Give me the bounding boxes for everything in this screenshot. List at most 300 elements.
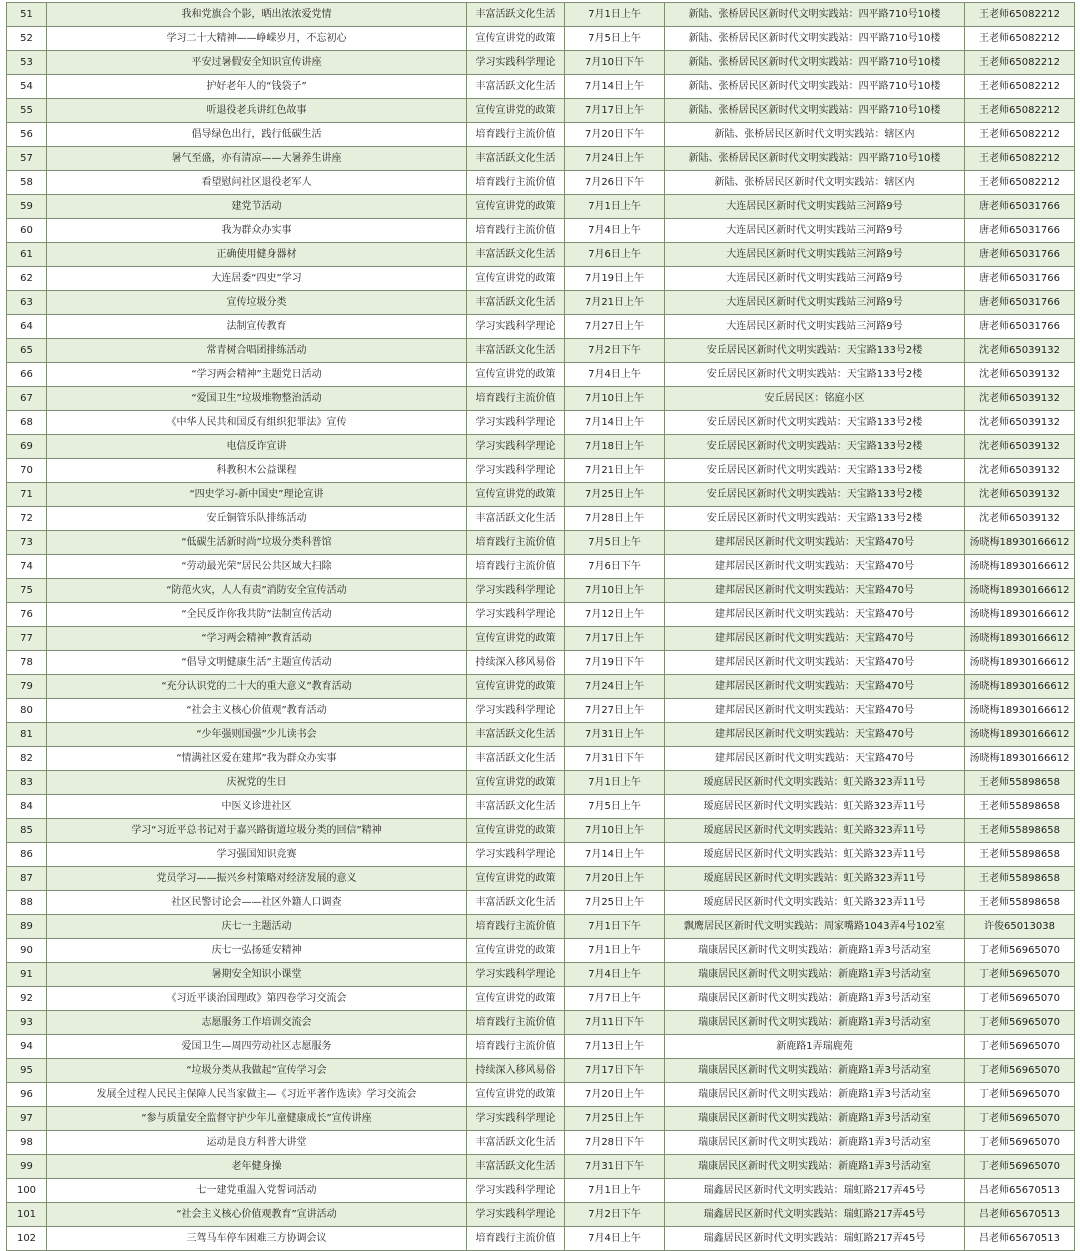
activity-time-cell: 7月6日下午 (565, 555, 665, 579)
activity-title-cell: 中医义诊进社区 (47, 795, 467, 819)
row-number-cell: 56 (7, 123, 47, 147)
row-number-cell: 70 (7, 459, 47, 483)
activity-time-cell: 7月19日下午 (565, 651, 665, 675)
activity-time-cell: 7月1日上午 (565, 1179, 665, 1203)
activity-time-cell: 7月1日下午 (565, 915, 665, 939)
table-row (7, 1227, 1075, 1251)
activity-title-cell: “参与质量安全监督守护少年儿童健康成长”宣传讲座 (47, 1107, 467, 1131)
row-number-cell: 61 (7, 243, 47, 267)
activity-title-cell: “学习两会精神”主题党日活动 (47, 363, 467, 387)
activity-title-cell: 看望慰问社区退役老军人 (47, 171, 467, 195)
activity-location-cell: 瑞康居民区新时代文明实践站：新鹿路1弄3号活动室 (665, 1107, 965, 1131)
activity-title-cell: 我和党旗合个影，晒出浓浓爱党情 (47, 3, 467, 27)
table-row (7, 243, 1075, 267)
row-number-cell: 74 (7, 555, 47, 579)
contact-person-cell: 汤晓梅18930166612 (965, 747, 1075, 771)
row-number-cell: 69 (7, 435, 47, 459)
table-row (7, 915, 1075, 939)
row-number-cell: 88 (7, 891, 47, 915)
activity-schedule-table (6, 2, 1075, 1251)
activity-title-cell: 三驾马车停车困难三方协调会议 (47, 1227, 467, 1251)
activity-location-cell: 瑞康居民区新时代文明实践站：新鹿路1弄3号活动室 (665, 1083, 965, 1107)
table-row (7, 699, 1075, 723)
contact-person-cell: 王老师65082212 (965, 99, 1075, 123)
activity-category-cell: 培育践行主流价值 (467, 555, 565, 579)
activity-category-cell: 学习实践科学理论 (467, 51, 565, 75)
activity-category-cell: 培育践行主流价值 (467, 123, 565, 147)
contact-person-cell: 汤晓梅18930166612 (965, 699, 1075, 723)
row-number-cell: 92 (7, 987, 47, 1011)
contact-person-cell: 王老师55898658 (965, 891, 1075, 915)
contact-person-cell: 汤晓梅18930166612 (965, 627, 1075, 651)
activity-category-cell: 丰富活跃文化生活 (467, 891, 565, 915)
activity-title-cell: 社区民警讨论会——社区外籍人口调查 (47, 891, 467, 915)
contact-person-cell: 王老师65082212 (965, 75, 1075, 99)
activity-title-cell: “垃圾分类从我做起”宣传学习会 (47, 1059, 467, 1083)
activity-time-cell: 7月11日下午 (565, 1011, 665, 1035)
activity-time-cell: 7月1日上午 (565, 939, 665, 963)
contact-person-cell: 唐老师65031766 (965, 243, 1075, 267)
activity-time-cell: 7月4日上午 (565, 1227, 665, 1251)
table-row (7, 771, 1075, 795)
activity-time-cell: 7月26日下午 (565, 171, 665, 195)
contact-person-cell: 沈老师65039132 (965, 507, 1075, 531)
row-number-cell: 91 (7, 963, 47, 987)
table-row (7, 459, 1075, 483)
table-row (7, 99, 1075, 123)
activity-category-cell: 宣传宣讲党的政策 (467, 195, 565, 219)
activity-time-cell: 7月20日下午 (565, 123, 665, 147)
contact-person-cell: 丁老师56965070 (965, 1059, 1075, 1083)
table-row (7, 531, 1075, 555)
activity-time-cell: 7月6日上午 (565, 243, 665, 267)
activity-category-cell: 丰富活跃文化生活 (467, 147, 565, 171)
row-number-cell: 86 (7, 843, 47, 867)
activity-time-cell: 7月5日上午 (565, 531, 665, 555)
activity-location-cell: 新陆、张桥居民区新时代文明实践站：四平路710号10楼 (665, 75, 965, 99)
activity-category-cell: 培育践行主流价值 (467, 219, 565, 243)
activity-title-cell: “充分认识党的二十大的重大意义”教育活动 (47, 675, 467, 699)
table-row (7, 195, 1075, 219)
activity-title-cell: “倡导文明健康生活”主题宣传活动 (47, 651, 467, 675)
activity-title-cell: 庆七一主题活动 (47, 915, 467, 939)
activity-title-cell: “情满社区爱在建邦”我为群众办实事 (47, 747, 467, 771)
activity-time-cell: 7月14日上午 (565, 411, 665, 435)
table-row (7, 819, 1075, 843)
activity-time-cell: 7月25日上午 (565, 483, 665, 507)
row-number-cell: 98 (7, 1131, 47, 1155)
activity-title-cell: “防范火灾，人人有责”消防安全宣传活动 (47, 579, 467, 603)
activity-title-cell: 听退役老兵讲红色故事 (47, 99, 467, 123)
row-number-cell: 101 (7, 1203, 47, 1227)
activity-time-cell: 7月28日上午 (565, 507, 665, 531)
activity-location-cell: 瑷庭居民区新时代文明实践站：虹关路323弄11号 (665, 771, 965, 795)
activity-title-cell: 学习强国知识竞赛 (47, 843, 467, 867)
activity-time-cell: 7月4日上午 (565, 363, 665, 387)
activity-location-cell: 瑞康居民区新时代文明实践站：新鹿路1弄3号活动室 (665, 1131, 965, 1155)
activity-location-cell: 建邦居民区新时代文明实践站：天宝路470号 (665, 579, 965, 603)
contact-person-cell: 吕老师65670513 (965, 1203, 1075, 1227)
table-row (7, 3, 1075, 27)
activity-time-cell: 7月24日上午 (565, 147, 665, 171)
activity-category-cell: 持续深入移风易俗 (467, 1059, 565, 1083)
contact-person-cell: 丁老师56965070 (965, 1131, 1075, 1155)
table-row (7, 1059, 1075, 1083)
row-number-cell: 80 (7, 699, 47, 723)
activity-title-cell: 庆七一弘扬延安精神 (47, 939, 467, 963)
contact-person-cell: 王老师65082212 (965, 27, 1075, 51)
activity-category-cell: 学习实践科学理论 (467, 579, 565, 603)
row-number-cell: 84 (7, 795, 47, 819)
activity-location-cell: 安丘居民区新时代文明实践站：天宝路133号2楼 (665, 435, 965, 459)
activity-category-cell: 学习实践科学理论 (467, 963, 565, 987)
row-number-cell: 93 (7, 1011, 47, 1035)
activity-location-cell: 新陆、张桥居民区新时代文明实践站：四平路710号10楼 (665, 147, 965, 171)
activity-location-cell: 瑞鑫居民区新时代文明实践站：瑞虹路217弄45号 (665, 1179, 965, 1203)
contact-person-cell: 王老师55898658 (965, 819, 1075, 843)
activity-time-cell: 7月31日下午 (565, 1155, 665, 1179)
row-number-cell: 89 (7, 915, 47, 939)
activity-location-cell: 瑞鑫居民区新时代文明实践站：瑞虹路217弄45号 (665, 1203, 965, 1227)
contact-person-cell: 王老师55898658 (965, 867, 1075, 891)
row-number-cell: 58 (7, 171, 47, 195)
contact-person-cell: 汤晓梅18930166612 (965, 579, 1075, 603)
row-number-cell: 65 (7, 339, 47, 363)
row-number-cell: 78 (7, 651, 47, 675)
activity-location-cell: 安丘居民区：铭庭小区 (665, 387, 965, 411)
row-number-cell: 73 (7, 531, 47, 555)
activity-time-cell: 7月10日上午 (565, 387, 665, 411)
activity-time-cell: 7月20日上午 (565, 1083, 665, 1107)
activity-title-cell: “全民反诈你我共防”法制宣传活动 (47, 603, 467, 627)
activity-category-cell: 学习实践科学理论 (467, 435, 565, 459)
activity-category-cell: 丰富活跃文化生活 (467, 3, 565, 27)
table-row (7, 723, 1075, 747)
activity-location-cell: 瑷庭居民区新时代文明实践站：虹关路323弄11号 (665, 819, 965, 843)
table-row (7, 411, 1075, 435)
activity-title-cell: 常青树合唱团排练活动 (47, 339, 467, 363)
row-number-cell: 77 (7, 627, 47, 651)
table-row (7, 1035, 1075, 1059)
contact-person-cell: 丁老师56965070 (965, 939, 1075, 963)
table-row (7, 627, 1075, 651)
activity-category-cell: 宣传宣讲党的政策 (467, 987, 565, 1011)
activity-title-cell: 《中华人民共和国反有组织犯罪法》宣传 (47, 411, 467, 435)
activity-time-cell: 7月21日上午 (565, 459, 665, 483)
activity-time-cell: 7月4日上午 (565, 219, 665, 243)
activity-location-cell: 建邦居民区新时代文明实践站：天宝路470号 (665, 699, 965, 723)
row-number-cell: 97 (7, 1107, 47, 1131)
activity-title-cell: 电信反诈宣讲 (47, 435, 467, 459)
row-number-cell: 95 (7, 1059, 47, 1083)
activity-time-cell: 7月7日上午 (565, 987, 665, 1011)
contact-person-cell: 沈老师65039132 (965, 387, 1075, 411)
activity-category-cell: 丰富活跃文化生活 (467, 1155, 565, 1179)
activity-location-cell: 瑷庭居民区新时代文明实践站：虹关路323弄11号 (665, 795, 965, 819)
table-row (7, 1083, 1075, 1107)
activity-time-cell: 7月27日上午 (565, 315, 665, 339)
activity-category-cell: 宣传宣讲党的政策 (467, 771, 565, 795)
activity-category-cell: 培育践行主流价值 (467, 171, 565, 195)
activity-category-cell: 丰富活跃文化生活 (467, 339, 565, 363)
activity-title-cell: “低碳生活新时尚”垃圾分类科普馆 (47, 531, 467, 555)
activity-location-cell: 安丘居民区新时代文明实践站：天宝路133号2楼 (665, 411, 965, 435)
row-number-cell: 99 (7, 1155, 47, 1179)
activity-location-cell: 安丘居民区新时代文明实践站：天宝路133号2楼 (665, 459, 965, 483)
activity-time-cell: 7月2日下午 (565, 1203, 665, 1227)
activity-category-cell: 丰富活跃文化生活 (467, 795, 565, 819)
activity-time-cell: 7月17日上午 (565, 627, 665, 651)
activity-category-cell: 培育践行主流价值 (467, 915, 565, 939)
activity-location-cell: 新陆、张桥居民区新时代文明实践站：四平路710号10楼 (665, 99, 965, 123)
activity-time-cell: 7月2日下午 (565, 339, 665, 363)
table-row (7, 123, 1075, 147)
row-number-cell: 94 (7, 1035, 47, 1059)
contact-person-cell: 丁老师56965070 (965, 1083, 1075, 1107)
activity-location-cell: 新陆、张桥居民区新时代文明实践站：四平路710号10楼 (665, 3, 965, 27)
table-row (7, 963, 1075, 987)
activity-title-cell: 我为群众办实事 (47, 219, 467, 243)
table-row (7, 51, 1075, 75)
row-number-cell: 62 (7, 267, 47, 291)
table-row (7, 387, 1075, 411)
activity-location-cell: 瑞康居民区新时代文明实践站：新鹿路1弄3号活动室 (665, 963, 965, 987)
activity-title-cell: 大连居委“四史”学习 (47, 267, 467, 291)
activity-location-cell: 建邦居民区新时代文明实践站：天宝路470号 (665, 555, 965, 579)
activity-title-cell: 老年健身操 (47, 1155, 467, 1179)
table-row (7, 891, 1075, 915)
activity-title-cell: 倡导绿色出行，践行低碳生活 (47, 123, 467, 147)
row-number-cell: 102 (7, 1227, 47, 1251)
contact-person-cell: 许俊65013038 (965, 915, 1075, 939)
activity-location-cell: 瑞康居民区新时代文明实践站：新鹿路1弄3号活动室 (665, 1059, 965, 1083)
activity-time-cell: 7月14日上午 (565, 75, 665, 99)
activity-title-cell: 爱国卫生—周四劳动社区志愿服务 (47, 1035, 467, 1059)
activity-category-cell: 宣传宣讲党的政策 (467, 1083, 565, 1107)
row-number-cell: 71 (7, 483, 47, 507)
activity-location-cell: 瑷庭居民区新时代文明实践站：虹关路323弄11号 (665, 867, 965, 891)
activity-title-cell: 志愿服务工作培训交流会 (47, 1011, 467, 1035)
table-body (7, 3, 1075, 1251)
contact-person-cell: 沈老师65039132 (965, 411, 1075, 435)
activity-category-cell: 培育践行主流价值 (467, 387, 565, 411)
row-number-cell: 100 (7, 1179, 47, 1203)
row-number-cell: 79 (7, 675, 47, 699)
activity-category-cell: 宣传宣讲党的政策 (467, 99, 565, 123)
contact-person-cell: 沈老师65039132 (965, 435, 1075, 459)
activity-time-cell: 7月5日上午 (565, 27, 665, 51)
row-number-cell: 64 (7, 315, 47, 339)
activity-title-cell: “爱国卫生”垃圾堆物整治活动 (47, 387, 467, 411)
table-row (7, 795, 1075, 819)
activity-location-cell: 大连居民区新时代文明实践站三河路9号 (665, 219, 965, 243)
table-row (7, 315, 1075, 339)
activity-title-cell: 党员学习——振兴乡村策略对经济发展的意义 (47, 867, 467, 891)
table-row (7, 339, 1075, 363)
contact-person-cell: 王老师55898658 (965, 795, 1075, 819)
activity-category-cell: 宣传宣讲党的政策 (467, 675, 565, 699)
contact-person-cell: 汤晓梅18930166612 (965, 675, 1075, 699)
activity-title-cell: “学习两会精神”教育活动 (47, 627, 467, 651)
activity-location-cell: 大连居民区新时代文明实践站三河路9号 (665, 315, 965, 339)
activity-location-cell: 飘鹰居民区新时代文明实践站：周家嘴路1043弄4号102室 (665, 915, 965, 939)
contact-person-cell: 吕老师65670513 (965, 1179, 1075, 1203)
activity-title-cell: 运动是良方科普大讲堂 (47, 1131, 467, 1155)
activity-time-cell: 7月20日上午 (565, 867, 665, 891)
activity-location-cell: 安丘居民区新时代文明实践站：天宝路133号2楼 (665, 507, 965, 531)
contact-person-cell: 王老师65082212 (965, 147, 1075, 171)
activity-category-cell: 学习实践科学理论 (467, 411, 565, 435)
activity-location-cell: 瑞康居民区新时代文明实践站：新鹿路1弄3号活动室 (665, 1011, 965, 1035)
row-number-cell: 75 (7, 579, 47, 603)
activity-location-cell: 大连居民区新时代文明实践站三河路9号 (665, 243, 965, 267)
table-row (7, 1179, 1075, 1203)
table-row (7, 1203, 1075, 1227)
activity-title-cell: 法制宣传教育 (47, 315, 467, 339)
row-number-cell: 53 (7, 51, 47, 75)
activity-title-cell: “四史学习-新中国史”理论宣讲 (47, 483, 467, 507)
table-row (7, 1107, 1075, 1131)
activity-time-cell: 7月28日下午 (565, 1131, 665, 1155)
contact-person-cell: 王老师65082212 (965, 3, 1075, 27)
activity-time-cell: 7月17日下午 (565, 1059, 665, 1083)
table-row (7, 75, 1075, 99)
row-number-cell: 68 (7, 411, 47, 435)
contact-person-cell: 沈老师65039132 (965, 459, 1075, 483)
activity-category-cell: 学习实践科学理论 (467, 1179, 565, 1203)
activity-location-cell: 新陆、张桥居民区新时代文明实践站：辖区内 (665, 171, 965, 195)
row-number-cell: 54 (7, 75, 47, 99)
activity-category-cell: 丰富活跃文化生活 (467, 75, 565, 99)
activity-title-cell: “劳动最光荣”居民公共区域大扫除 (47, 555, 467, 579)
activity-time-cell: 7月13日上午 (565, 1035, 665, 1059)
activity-category-cell: 丰富活跃文化生活 (467, 747, 565, 771)
contact-person-cell: 沈老师65039132 (965, 363, 1075, 387)
row-number-cell: 85 (7, 819, 47, 843)
contact-person-cell: 汤晓梅18930166612 (965, 723, 1075, 747)
contact-person-cell: 王老师55898658 (965, 843, 1075, 867)
activity-location-cell: 建邦居民区新时代文明实践站：天宝路470号 (665, 723, 965, 747)
table-row (7, 1131, 1075, 1155)
contact-person-cell: 丁老师56965070 (965, 1011, 1075, 1035)
row-number-cell: 82 (7, 747, 47, 771)
contact-person-cell: 王老师65082212 (965, 171, 1075, 195)
activity-time-cell: 7月1日上午 (565, 771, 665, 795)
table-row (7, 939, 1075, 963)
activity-category-cell: 宣传宣讲党的政策 (467, 819, 565, 843)
activity-title-cell: 科教积木公益课程 (47, 459, 467, 483)
activity-category-cell: 宣传宣讲党的政策 (467, 363, 565, 387)
activity-category-cell: 学习实践科学理论 (467, 843, 565, 867)
activity-time-cell: 7月12日上午 (565, 603, 665, 627)
activity-location-cell: 建邦居民区新时代文明实践站：天宝路470号 (665, 531, 965, 555)
table-row (7, 435, 1075, 459)
activity-time-cell: 7月18日上午 (565, 435, 665, 459)
activity-time-cell: 7月17日上午 (565, 99, 665, 123)
contact-person-cell: 丁老师56965070 (965, 987, 1075, 1011)
activity-title-cell: “社会主义核心价值观”教育活动 (47, 699, 467, 723)
activity-title-cell: 学习“习近平总书记对于嘉兴路街道垃圾分类的回信”精神 (47, 819, 467, 843)
activity-category-cell: 培育践行主流价值 (467, 1227, 565, 1251)
activity-title-cell: 安丘铜管乐队排练活动 (47, 507, 467, 531)
activity-title-cell: 平安过暑假安全知识宣传讲座 (47, 51, 467, 75)
table-row (7, 147, 1075, 171)
activity-category-cell: 学习实践科学理论 (467, 603, 565, 627)
row-number-cell: 63 (7, 291, 47, 315)
contact-person-cell: 唐老师65031766 (965, 291, 1075, 315)
activity-title-cell: “社会主义核心价值观教育”宣讲活动 (47, 1203, 467, 1227)
activity-location-cell: 建邦居民区新时代文明实践站：天宝路470号 (665, 627, 965, 651)
contact-person-cell: 丁老师56965070 (965, 1107, 1075, 1131)
row-number-cell: 66 (7, 363, 47, 387)
contact-person-cell: 王老师65082212 (965, 123, 1075, 147)
row-number-cell: 90 (7, 939, 47, 963)
activity-category-cell: 宣传宣讲党的政策 (467, 267, 565, 291)
activity-time-cell: 7月27日上午 (565, 699, 665, 723)
activity-location-cell: 新陆、张桥居民区新时代文明实践站：四平路710号10楼 (665, 51, 965, 75)
activity-time-cell: 7月1日上午 (565, 3, 665, 27)
table-row (7, 579, 1075, 603)
activity-location-cell: 瑞鑫居民区新时代文明实践站：瑞虹路217弄45号 (665, 1227, 965, 1251)
table-row (7, 507, 1075, 531)
table-row (7, 219, 1075, 243)
table-row (7, 603, 1075, 627)
row-number-cell: 55 (7, 99, 47, 123)
activity-title-cell: 正确使用健身器材 (47, 243, 467, 267)
contact-person-cell: 丁老师56965070 (965, 1155, 1075, 1179)
contact-person-cell: 汤晓梅18930166612 (965, 603, 1075, 627)
activity-category-cell: 学习实践科学理论 (467, 1107, 565, 1131)
activity-time-cell: 7月31日下午 (565, 747, 665, 771)
table-row (7, 267, 1075, 291)
activity-time-cell: 7月10日上午 (565, 819, 665, 843)
activity-location-cell: 建邦居民区新时代文明实践站：天宝路470号 (665, 651, 965, 675)
contact-person-cell: 唐老师65031766 (965, 315, 1075, 339)
contact-person-cell: 沈老师65039132 (965, 339, 1075, 363)
activity-category-cell: 宣传宣讲党的政策 (467, 867, 565, 891)
activity-location-cell: 新陆、张桥居民区新时代文明实践站：四平路710号10楼 (665, 27, 965, 51)
activity-time-cell: 7月21日上午 (565, 291, 665, 315)
activity-location-cell: 建邦居民区新时代文明实践站：天宝路470号 (665, 675, 965, 699)
contact-person-cell: 唐老师65031766 (965, 267, 1075, 291)
contact-person-cell: 王老师65082212 (965, 51, 1075, 75)
activity-category-cell: 丰富活跃文化生活 (467, 243, 565, 267)
row-number-cell: 81 (7, 723, 47, 747)
activity-category-cell: 学习实践科学理论 (467, 315, 565, 339)
table-row (7, 27, 1075, 51)
row-number-cell: 51 (7, 3, 47, 27)
activity-category-cell: 丰富活跃文化生活 (467, 723, 565, 747)
contact-person-cell: 沈老师65039132 (965, 483, 1075, 507)
row-number-cell: 96 (7, 1083, 47, 1107)
activity-category-cell: 宣传宣讲党的政策 (467, 939, 565, 963)
activity-time-cell: 7月31日上午 (565, 723, 665, 747)
activity-time-cell: 7月24日上午 (565, 675, 665, 699)
table-row (7, 867, 1075, 891)
row-number-cell: 87 (7, 867, 47, 891)
row-number-cell: 76 (7, 603, 47, 627)
activity-category-cell: 丰富活跃文化生活 (467, 1131, 565, 1155)
activity-location-cell: 瑞康居民区新时代文明实践站：新鹿路1弄3号活动室 (665, 1155, 965, 1179)
row-number-cell: 57 (7, 147, 47, 171)
row-number-cell: 59 (7, 195, 47, 219)
activity-location-cell: 大连居民区新时代文明实践站三河路9号 (665, 267, 965, 291)
activity-location-cell: 瑷庭居民区新时代文明实践站：虹关路323弄11号 (665, 843, 965, 867)
activity-location-cell: 新鹿路1弄瑞鹿苑 (665, 1035, 965, 1059)
activity-title-cell: 暑期安全知识小课堂 (47, 963, 467, 987)
activity-title-cell: 建党节活动 (47, 195, 467, 219)
activity-location-cell: 建邦居民区新时代文明实践站：天宝路470号 (665, 603, 965, 627)
